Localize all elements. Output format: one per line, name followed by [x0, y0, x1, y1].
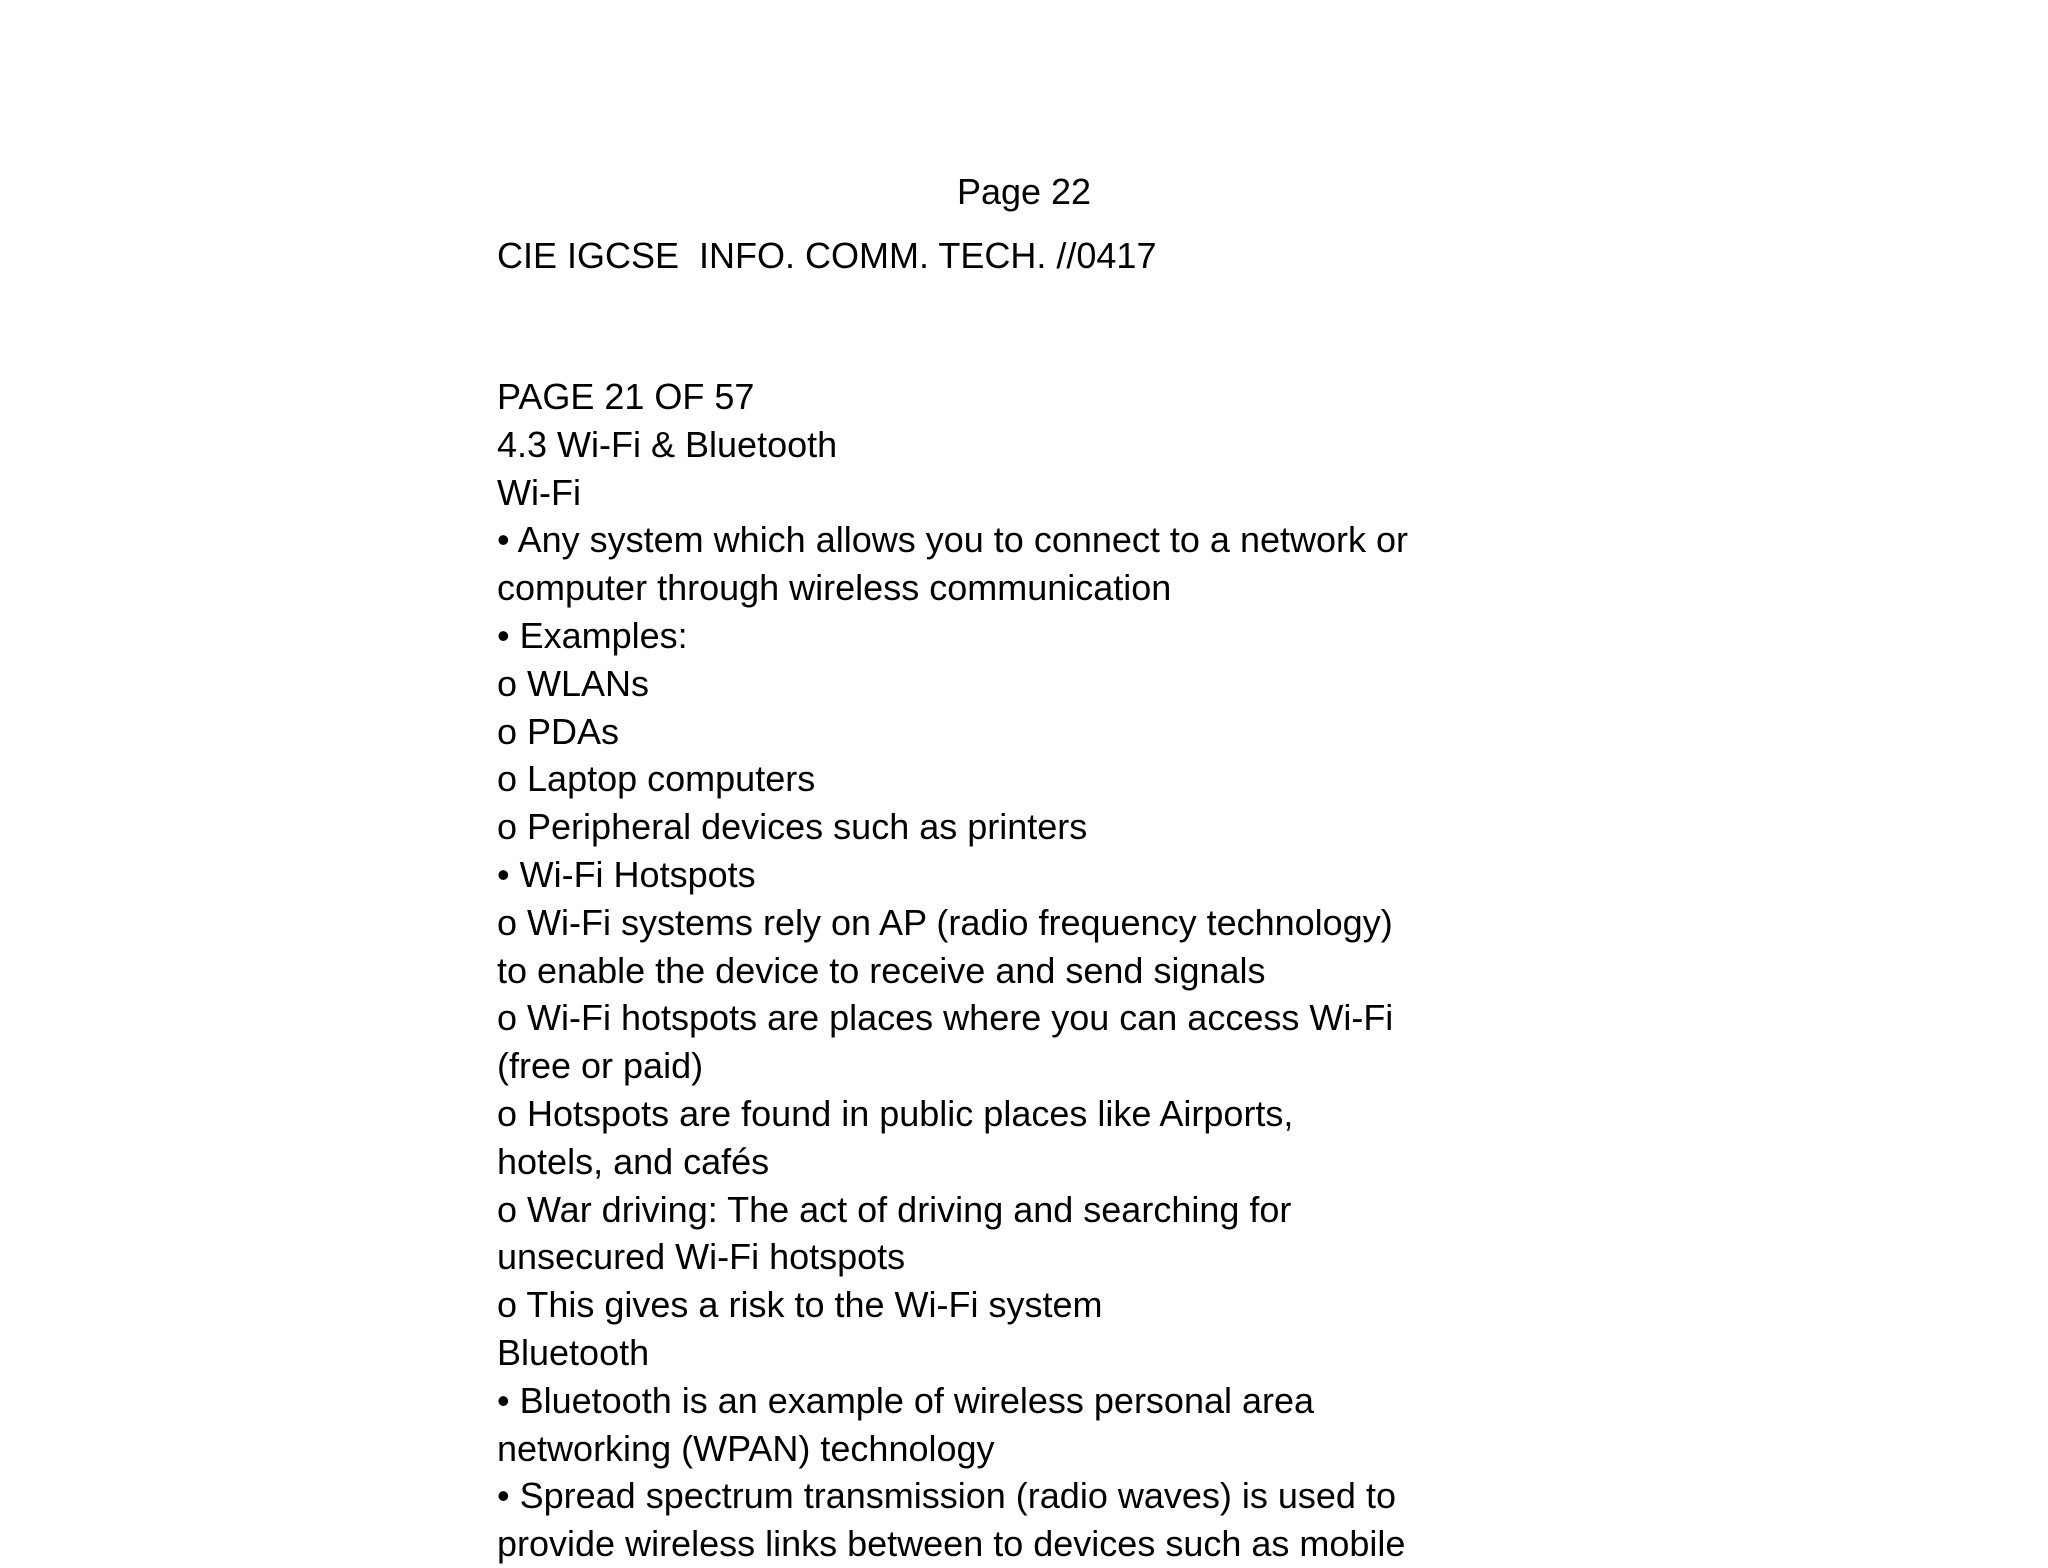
text-line: o WLANs [497, 662, 650, 704]
text-line: • Any system which allows you to connect to a network or [497, 519, 1409, 561]
text-line: o War driving: The act of driving and searching for [497, 1188, 1292, 1230]
text-line: (free or paid) [497, 1045, 704, 1087]
text-line: • Examples: [497, 614, 688, 656]
text-line: o Hotspots are found in public places like Airports, [497, 1092, 1294, 1134]
text-line: • Bluetooth is an example of wireless personal area [497, 1379, 1315, 1421]
text-line: • Spread spectrum transmission (radio waves) is used to [497, 1475, 1396, 1517]
text-line: • Wi-Fi Hotspots [497, 853, 756, 895]
text-line: o Laptop computers [497, 758, 816, 800]
text-line: o This gives a risk to the Wi-Fi system [497, 1284, 1103, 1326]
text-line: provide wireless links between to devices such as mobile [497, 1523, 1406, 1565]
text-line: computer through wireless communication [497, 567, 1172, 609]
text-line: o Wi-Fi hotspots are places where you can access Wi-Fi [497, 997, 1394, 1039]
text-line: o Peripheral devices such as printers [497, 806, 1088, 848]
subheading-wifi: Wi-Fi [497, 471, 581, 513]
page-count-line: PAGE 21 OF 57 [497, 376, 755, 417]
text-line: o Wi-Fi systems rely on AP (radio frequency technology) [497, 901, 1393, 943]
subheading-bluetooth: Bluetooth [497, 1331, 650, 1373]
text-line: unsecured Wi-Fi hotspots [497, 1236, 906, 1278]
text-line: o PDAs [497, 710, 620, 752]
section-heading: 4.3 Wi-Fi & Bluetooth [497, 423, 838, 465]
document-body [497, 373, 1457, 1568]
page-number: Page 22 [956, 171, 1092, 212]
text-line: networking (WPAN) technology [497, 1427, 995, 1469]
text-line: to enable the device to receive and send signals [497, 949, 1266, 991]
text-line: hotels, and cafés [497, 1140, 770, 1182]
document-header: CIE IGCSE INFO. COMM. TECH. //0417 [497, 235, 1157, 276]
